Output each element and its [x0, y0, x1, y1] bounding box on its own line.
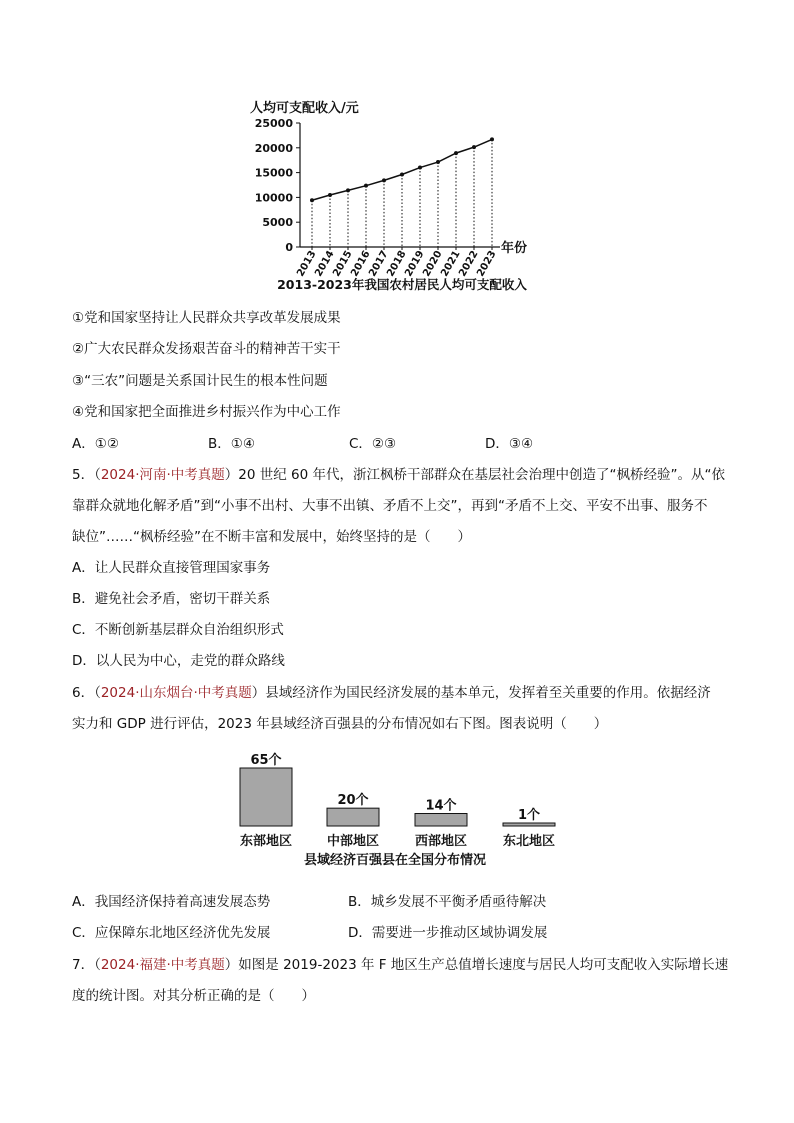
data-point — [472, 145, 476, 149]
q6-option-b[interactable]: B．城乡发展不平衡矛盾亟待解决 — [348, 894, 547, 910]
q6-option-c[interactable]: C．应保障东北地区经济优先发展 — [72, 925, 271, 941]
bar-category-label: 东北地区 — [502, 834, 556, 849]
data-point — [346, 188, 350, 192]
y-tick-label: 10000 — [254, 191, 293, 205]
data-point — [436, 160, 440, 164]
q5-stem-text-1: ）20 世纪 60 年代，浙江枫桥干部群众在基层社会治理中创造了“枫桥经验”。从“依 — [224, 467, 726, 483]
line-chart-x-axis-label: 年份 — [501, 241, 528, 256]
q4-option-d[interactable]: D．③④ — [485, 436, 534, 452]
bar-category-label: 西部地区 — [414, 834, 468, 849]
q7-source: 2024·福建·中考真题 — [100, 957, 225, 973]
q6-number: 6．（ — [72, 685, 101, 701]
q7-stem-line-2: 度的统计图。对其分析正确的是（ ） — [72, 988, 315, 1004]
q5-source: 2024·河南·中考真题 — [100, 467, 225, 483]
bar — [415, 814, 467, 826]
x-tick-label: 2016 — [349, 249, 373, 279]
y-tick-label: 5000 — [262, 216, 293, 230]
q4-statement-3: ③“三农”问题是关系国计民生的根本性问题 — [72, 373, 328, 389]
y-tick-label: 20000 — [254, 141, 293, 155]
q4-option-b[interactable]: B．①④ — [208, 436, 255, 452]
data-point — [490, 137, 494, 141]
x-tick-label: 2018 — [385, 249, 409, 279]
y-tick-label: 15000 — [254, 166, 293, 180]
x-tick-label: 2015 — [331, 249, 355, 279]
q5-stem-line-1 — [72, 466, 725, 484]
bar-value-label: 1个 — [517, 808, 541, 823]
data-point — [400, 172, 404, 176]
bar-chart-title: 县域经济百强县在全国分布情况 — [303, 853, 487, 868]
q6-stem-text-1: ）县域经济作为国民经济发展的基本单元，发挥着至关重要的作用。依据经济 — [251, 685, 711, 701]
q7-stem-text-1: ）如图是 2019-2023 年 F 地区生产总值增长速度与居民人均可支配收入实际增长速 — [224, 957, 729, 973]
line-chart-title: 2013-2023年我国农村居民人均可支配收入 — [277, 277, 527, 292]
q6-option-d[interactable]: D．需要进一步推动区域协调发展 — [348, 925, 548, 941]
q6-source: 2024·山东烟台·中考真题 — [100, 685, 252, 701]
data-point — [382, 178, 386, 182]
q7-stem-line-1 — [72, 956, 728, 974]
y-tick-label: 25000 — [254, 117, 293, 130]
q5-number: 5．（ — [72, 467, 101, 483]
bar — [503, 823, 555, 826]
q4-statement-2: ②广大农民群众发扬艰苦奋斗的精神苦干实干 — [72, 341, 341, 357]
x-tick-label: 2021 — [439, 249, 463, 279]
q5-option-d[interactable]: D．以人民为中心，走党的群众路线 — [72, 653, 285, 669]
x-tick-label: 2022 — [457, 249, 481, 279]
line-chart-series — [312, 139, 492, 200]
y-tick-label: 0 — [285, 241, 293, 254]
x-tick-label: 2023 — [475, 249, 499, 279]
bar-value-label: 65个 — [250, 753, 282, 768]
data-point — [364, 184, 368, 188]
q6-stem-line-1 — [72, 684, 711, 702]
x-tick-label: 2014 — [313, 249, 337, 279]
bar-category-label: 中部地区 — [326, 834, 380, 849]
q5-option-c[interactable]: C．不断创新基层群众自治组织形式 — [72, 622, 284, 638]
bar-category-label: 东部地区 — [239, 834, 293, 849]
q7-number: 7．（ — [72, 957, 101, 973]
bar-value-label: 14个 — [425, 798, 457, 814]
bar-value-label: 20个 — [337, 793, 369, 809]
data-point — [328, 193, 332, 197]
q4-option-c[interactable]: C．②③ — [349, 436, 397, 452]
x-tick-label: 2017 — [367, 249, 391, 279]
line-chart-y-axis-label: 人均可支配收入/元 — [250, 101, 359, 116]
q6-stem-line-2: 实力和 GDP 进行评估，2023 年县域经济百强县的分布情况如右下图。图表说明（ ） — [72, 716, 608, 732]
q5-option-a[interactable]: A．让人民群众直接管理国家事务 — [72, 560, 271, 576]
q4-option-a[interactable]: A．①② — [72, 436, 119, 452]
data-point — [454, 151, 458, 155]
bar — [240, 768, 292, 826]
x-tick-label: 2020 — [421, 249, 445, 279]
q5-stem-line-3: 缺位”……“枫桥经验”在不断丰富和发展中，始终坚持的是（ ） — [72, 529, 471, 545]
top100-counties-bar-chart — [0, 745, 794, 875]
q5-stem-line-2: 靠群众就地化解矛盾”到“小事不出村、大事不出镇、矛盾不上交”，再到“矛盾不上交、平安不出事、服务不 — [72, 498, 708, 514]
x-tick-label: 2013 — [295, 249, 319, 279]
x-tick-label: 2019 — [403, 249, 427, 279]
q5-option-b[interactable]: B．避免社会矛盾，密切干群关系 — [72, 591, 271, 607]
bar — [327, 808, 379, 826]
data-point — [418, 166, 422, 170]
q4-statement-1: ①党和国家坚持让人民群众共享改革发展成果 — [72, 310, 341, 326]
q4-statement-4: ④党和国家把全面推进乡村振兴作为中心工作 — [72, 404, 341, 420]
data-point — [310, 198, 314, 202]
q6-option-a[interactable]: A．我国经济保持着高速发展态势 — [72, 894, 271, 910]
